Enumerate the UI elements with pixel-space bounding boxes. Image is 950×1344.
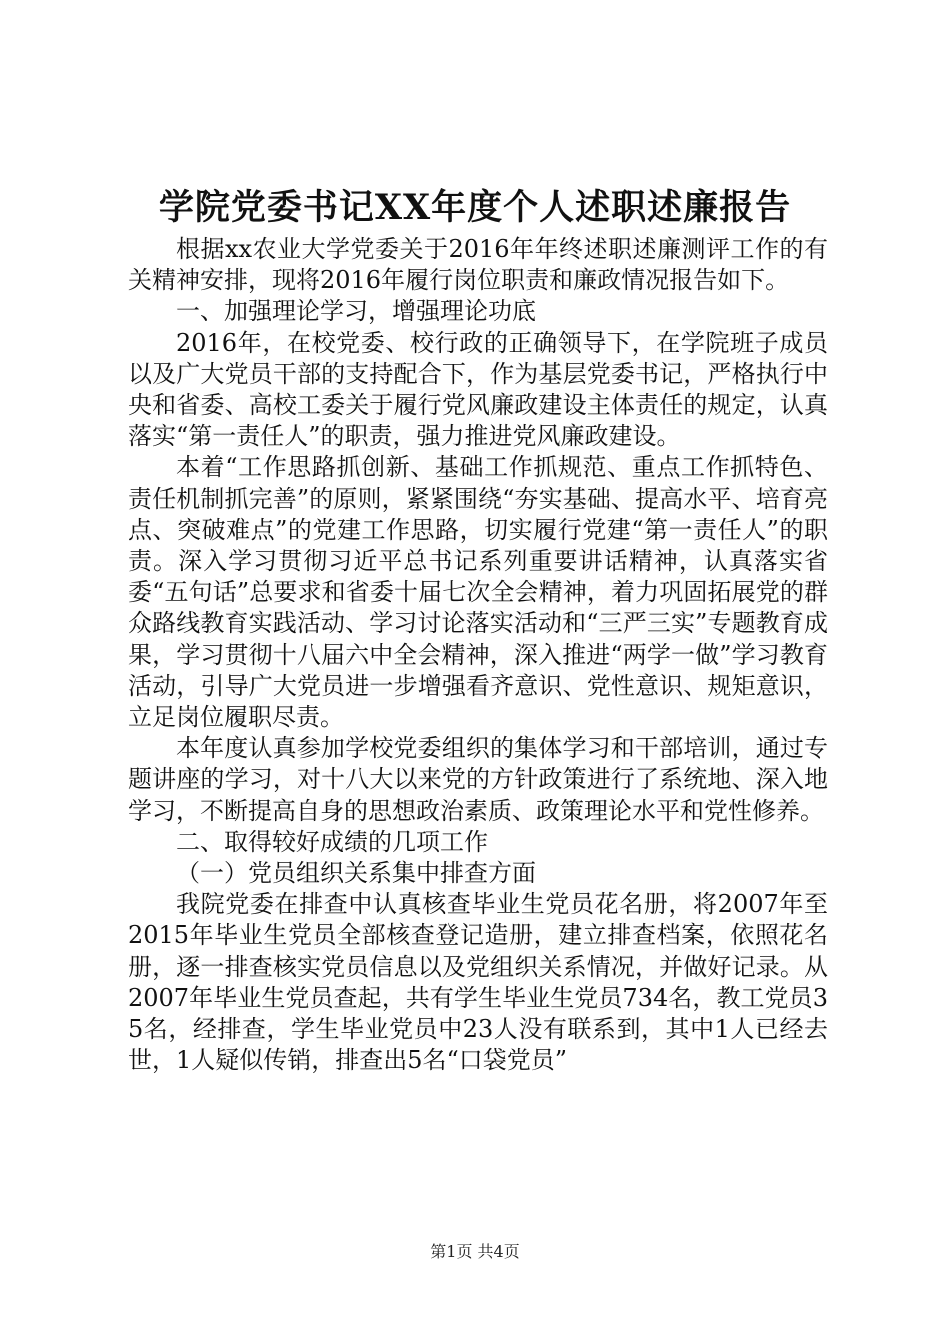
page-number-footer: 第1页 共4页 [430,1242,520,1261]
document-body [128,234,828,1076]
section-heading-1: 一、加强理论学习，增强理论功底 [176,297,536,326]
body-paragraph: 2016年，在校党委、校行政的正确领导下，在学院班子成员以及广大党员干部的支持配合下，作为基层党委书记，严格执行中央和省委、高校工委关于履行党风廉政建设主体责任的规定，认真落实“第一责任人”的职责，强力推进党风廉政建设。 [128,328,828,451]
body-paragraph: 本年度认真参加学校党委组织的集体学习和干部培训，通过专题讲座的学习，对十八大以来党的方针政策进行了系统地、深入地学习，不断提高自身的思想政治素质、政策理论水平和党性修养。 [128,734,828,825]
intro-paragraph: 根据xx农业大学党委关于2016年年终述职述廉测评工作的有关精神安排，现将2016年履行岗位职责和廉政情况报告如下。 [128,235,828,295]
subsection-heading-1: （一）党员组织关系集中排查方面 [176,859,536,888]
section-heading-2: 二、取得较好成绩的几项工作 [176,827,488,856]
body-paragraph: 本着“工作思路抓创新、基础工作抓规范、重点工作抓特色、责任机制抓完善”的原则，紧紧围绕“夯实基础、提高水平、培育亮点、突破难点”的党建工作思路，切实履行党建“第一责任人”的职责。深入学习贯彻习近平总书记系列重要讲话精神，认真落实省委“五句话”总要求和省委十届七次全会精神，着力巩固拓展党的群众路线教育实践活动、学习讨论落实活动和“三严三实”专题教育成果，学习贯彻十八届六中全会精神，深入推进“两学一做”学习教育活动，引导广大党员进一步增强看齐意识、党性意识、规矩意识，立足岗位履职尽责。 [128,453,828,732]
document-title: 学院党委书记XX年度个人述职述廉报告 [158,187,792,228]
body-paragraph: 我院党委在排查中认真核查毕业生党员花名册，将2007年至2015年毕业生党员全部核查登记造册，建立排查档案，依照花名册，逐一排查核实党员信息以及党组织关系情况，并做好记录。从2007年毕业生党员查起，共有学生毕业生党员734名，教工党员35名，经排查，学生毕业党员中23人没有联系到，其中1人已经去世，1人疑似传销，排查出5名“口袋党员” [128,890,828,1075]
